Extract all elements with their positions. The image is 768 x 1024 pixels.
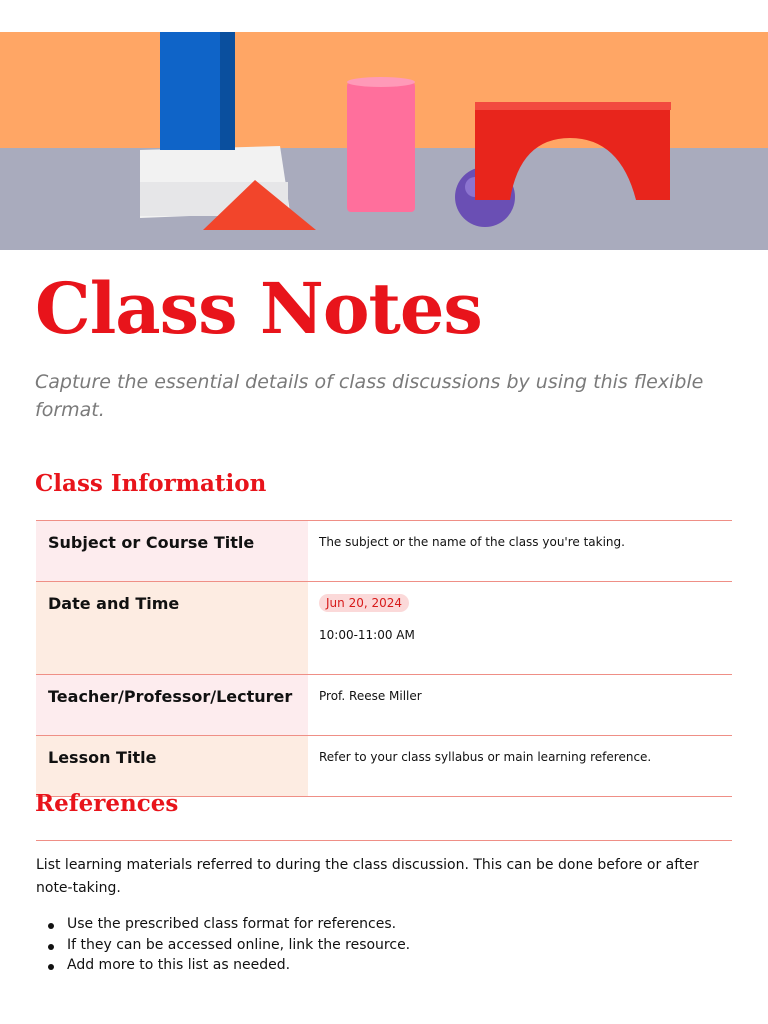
row-value (308, 582, 732, 675)
row-value[interactable]: The subject or the name of the class you're taking. (308, 521, 732, 582)
section-divider (36, 840, 732, 841)
list-item: If they can be accessed online, link the resource. (36, 935, 410, 956)
hero-image (0, 32, 768, 250)
table-row (36, 736, 732, 797)
page-subtitle: Capture the essential details of class discussions by using this flexible format. (35, 371, 704, 421)
references-heading: References (35, 790, 179, 817)
class-information-table (36, 520, 732, 797)
list-item: Add more to this list as needed. (36, 955, 410, 976)
list-item: Use the prescribed class format for references. (36, 914, 410, 935)
row-label: Teacher/Professor/Lecturer (36, 675, 308, 736)
date-chip[interactable]: Jun 20, 2024 (319, 594, 409, 612)
references-description: List learning materials referred to during the class discussion. This can be done before or after note-taking. (36, 857, 699, 896)
row-value[interactable]: Prof. Reese Miller (308, 675, 732, 736)
row-label: Subject or Course Title (36, 521, 308, 582)
row-label: Lesson Title (36, 736, 308, 797)
table-row (36, 675, 732, 736)
references-list (36, 914, 410, 976)
row-value[interactable]: Refer to your class syllabus or main learning reference. (308, 736, 732, 797)
time-value[interactable]: 10:00-11:00 AM (319, 628, 415, 642)
class-information-heading: Class Information (35, 470, 267, 497)
row-label: Date and Time (36, 582, 308, 675)
table-row (36, 582, 732, 675)
table-row (36, 521, 732, 582)
page-title: Class Notes (35, 267, 482, 350)
